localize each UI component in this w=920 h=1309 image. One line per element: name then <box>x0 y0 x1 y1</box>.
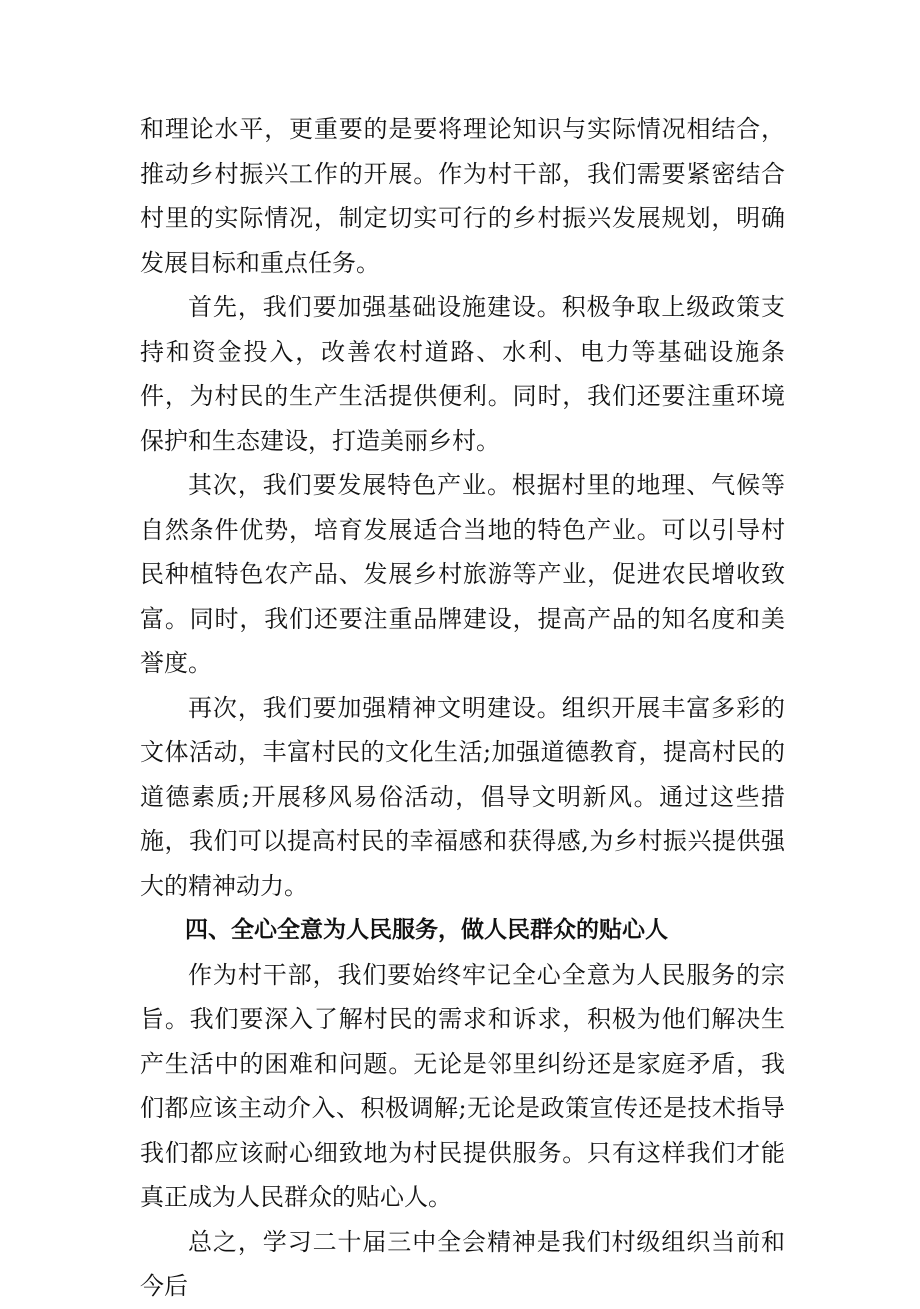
document-body <box>140 107 785 1309</box>
section-heading: 四、全心全意为人民服务，做人民群众的贴心人 <box>185 917 668 943</box>
paragraph-continuation: 和理论水平，更重要的是要将理论知识与实际情况相结合，推动乡村振兴工作的开展。作为村干部，我们需要紧密结合村里的实际情况，制定切实可行的乡村振兴发展规划，明确发展目标和重点任务。 <box>140 115 785 277</box>
paragraph-service: 作为村干部，我们要始终牢记全心全意为人民服务的宗旨。我们要深入了解村民的需求和诉求，积极为他们解决生产生活中的困难和问题。无论是邻里纠纷还是家庭矛盾，我们都应该主动介入、积极调解;无论是政策宣传还是技术指导我们都应该耐心细致地为村民提供服务。只有这样我们才能真正成为人民群众的贴心人。 <box>140 960 785 1211</box>
paragraph-infrastructure: 首先，我们要加强基础设施建设。积极争取上级政策支持和资金投入，改善农村道路、水利、电力等基础设施条件，为村民的生产生活提供便利。同时，我们还要注重环境保护和生态建设，打造美丽乡村。 <box>140 293 785 455</box>
paragraph-summary: 总之，学习二十届三中全会精神是我们村级组织当前和今后 <box>140 1227 785 1300</box>
paragraph-industry: 其次，我们要发展特色产业。根据村里的地理、气候等自然条件优势，培育发展适合当地的特色产业。可以引导村民种植特色农产品、发展乡村旅游等产业，促进农民增收致富。同时，我们还要注重品牌建设，提高产品的知名度和美誉度。 <box>140 471 785 677</box>
paragraph-civilization: 再次，我们要加强精神文明建设。组织开展丰富多彩的文体活动，丰富村民的文化生活;加强道德教育，提高村民的道德素质;开展移风易俗活动，倡导文明新风。通过这些措施，我们可以提高村民的幸福感和获得感,为乡村振兴提供强大的精神动力。 <box>140 693 785 900</box>
